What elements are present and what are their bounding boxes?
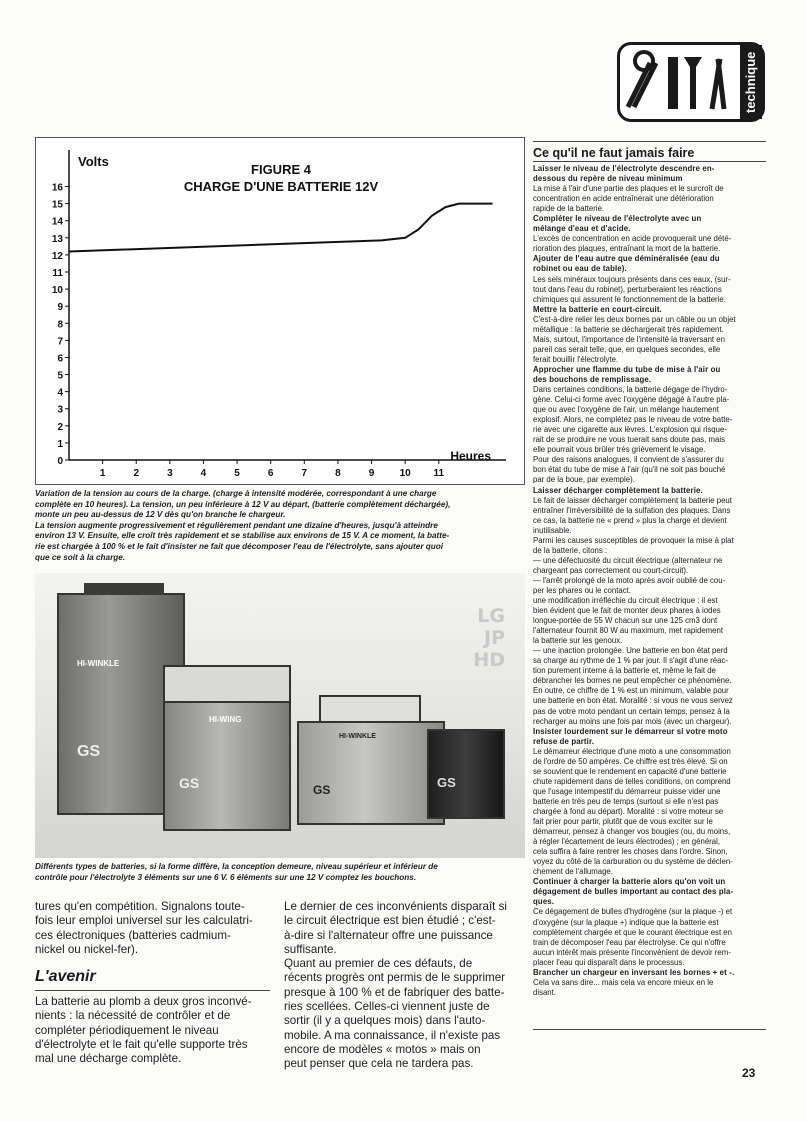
chart-title: FIGURE 4 (251, 162, 311, 177)
x-tick-label: 8 (335, 468, 341, 479)
caption-line: environ 13 V. Ensuite, elle croît très rapidement et se stabilise aux environs de 15 V. A ce moment, la batte- (35, 531, 450, 541)
text-line: une modification irréfléchie du circuit électrique : il est (533, 596, 718, 606)
text-line: le circuit électrique est bien étudié ; c'est- (284, 914, 496, 928)
text-line: rait de se produire ne vous tuerait sans doute pas, mais (533, 435, 725, 445)
caption-line: contrôle pour l'électrolyte 3 éléments sur une 6 V. 6 éléments sur une 12 V comptez les bouchons. (35, 872, 417, 882)
text-line: — une défectuosité du circuit électrique (alternateur ne (533, 555, 723, 565)
text-line: par de la boue, par exemple). (533, 475, 635, 485)
rule-heading: Mettre la batterie en court-circuit. (533, 304, 662, 314)
text-line: nients : la nécessité de contrôler et de (35, 1009, 231, 1023)
text-line: Ce dégagement de bulles d'hydrogène (sur la plaque -) et (533, 907, 733, 917)
text-line: rapide de la batterie. (533, 204, 605, 214)
y-tick-label: 2 (57, 421, 63, 433)
batteries-photo (35, 573, 525, 858)
rule-heading: dégagement de bulles important au contact des pla- (533, 887, 734, 897)
x-tick-label: 6 (267, 468, 274, 479)
text-line: chimiques qui assurent le fonctionnement de la batterie. (533, 294, 726, 304)
caption-line: monte un peu au-dessus de 12 V dès qu'on branche le chargeur. (35, 510, 286, 520)
text-line: train de décomposer l'eau par électrolyse. Ce qui n'offre (533, 937, 726, 947)
rule-heading: refuse de partir. (533, 736, 595, 746)
text-line: rioration des plaques, entraînant la mort de la batterie. (533, 244, 721, 254)
battery-small (427, 729, 505, 819)
caption-line: Différents types de batteries, si la forme diffère, la conception demeure, niveau supérieur et inférieur de (35, 862, 438, 871)
text-line: tout dans l'eau du robinet), perturberaient les réactions (533, 284, 722, 294)
text-line: inutilisable. (533, 525, 572, 535)
rule-heading: Approcher une flamme du tube de mise à l'air ou (533, 364, 721, 374)
tools-icon (620, 45, 740, 119)
right-column-body (533, 164, 765, 998)
right-column-bottom-rule (533, 1029, 766, 1030)
text-line: rie avec une cigarette aux lèvres. L'explosion qui risque- (533, 425, 727, 435)
y-tick-label: 6 (57, 353, 63, 365)
rule-heading: ques. (533, 897, 555, 907)
text-line: Pour des raisons analogues, il convient de s'assurer du (533, 455, 724, 465)
chart-svg (36, 138, 526, 486)
text-line: débrancher les bornes ne peut empêcher ce phénomène. (533, 676, 732, 686)
text-line: une batterie en bon état. Moralité : si vous ne vous servez (533, 696, 733, 706)
text-line: à-dire si l'alternateur offre une puissance (284, 928, 493, 942)
battery-label: GS (179, 775, 200, 791)
y-tick-label: 1 (57, 438, 63, 450)
watermark-line: LG (477, 605, 505, 627)
text-line: voyez du côté de la carburation ou du système de déclen- (533, 857, 733, 867)
rule-heading: Insister lourdement sur le démarreur si votre moto (533, 726, 728, 736)
text-line: d'oxygène (sur la plaque +) indique que la batterie est (533, 917, 719, 927)
text-line: ces électroniques (batteries cadmium- (35, 928, 231, 942)
text-line: démarreur, pensez à changer vos bougies (ou, du moins, (533, 827, 731, 837)
text-line: La batterie au plomb a deux gros inconvé- (35, 995, 252, 1008)
text-line: ferait bouillir l'électrolyte. (533, 354, 619, 364)
rule-heading: Compléter le niveau de l'électrolyte avec un (533, 214, 702, 224)
y-tick-label: 3 (57, 404, 63, 416)
x-tick-label: 11 (433, 468, 445, 479)
text-line: que l'usage intempestif du démarreur puisse vider une (533, 786, 721, 796)
text-line: elle pourrait vous brûler très grièvement le visage. (533, 445, 706, 455)
text-line: fait prier pour partir, plutôt que de vous exciter sur le (533, 817, 713, 827)
text-line: Mais, surtout, l'importance de l'intensité la traversant en (533, 334, 725, 344)
rule-heading: Laisser le niveau de l'électrolyte descendre en- (533, 164, 715, 173)
middle-column (284, 900, 525, 1072)
section-heading: L'avenir (35, 968, 96, 985)
text-line: bien évident que le fait de monter deux phares à iodes (533, 606, 721, 616)
left-column-body (35, 995, 270, 1066)
figure-caption (35, 489, 525, 563)
text-line: Les sels minéraux toujours présents dans ces eaux, (sur- (533, 274, 731, 284)
text-line: se souvient que le rendement en capacité d'une batterie (533, 766, 727, 776)
chart-subtitle: CHARGE D'UNE BATTERIE 12V (183, 179, 379, 194)
watermark-line: JP (484, 627, 505, 649)
text-line: gène. Celui-ci forme avec l'oxygène dégagé à l'autre pla- (533, 395, 730, 405)
caption-line: La tension augmente progressivement et régulièrement pendant une dizaine d'heures, jusqu'à atteindre (35, 520, 438, 530)
text-line: à régler l'écartement de leurs électrodes) ; en général, (533, 837, 720, 847)
text-line: mobile. A ma connaissance, il n'existe pas (284, 1028, 501, 1042)
watermark-line: HD (473, 649, 505, 671)
text-line: mal une décharge complète. (35, 1052, 182, 1066)
caption-line: que ce soit à la charge. (35, 552, 126, 562)
text-line: sa charge au rythme de 1 % par jour. Il s'agit d'une réac- (533, 656, 728, 666)
x-tick-label: 10 (399, 468, 411, 479)
text-line: récents progrès ont permis de le supprimer (284, 971, 506, 985)
text-line: encore de modèles « motos » mais on (284, 1042, 481, 1056)
caption-line: complète en 10 heures). La tension, un peu inférieure à 12 V au départ, (batterie complètement déchargée), (35, 499, 451, 509)
y-tick-label: 0 (57, 456, 63, 467)
text-line: Cela va sans dire... mais cela va encore mieux en le (533, 977, 714, 987)
text-line: peut penser que cela ne tardera pas. (284, 1057, 474, 1071)
y-tick-label: 8 (57, 319, 63, 331)
battery-medium (163, 665, 291, 831)
x-tick-label: 2 (133, 468, 140, 479)
y-tick-label: 10 (51, 285, 63, 297)
x-tick-label: 3 (167, 468, 173, 479)
voltage-line (69, 204, 493, 252)
text-line: Le dernier de ces inconvénients disparaît si (284, 900, 507, 913)
text-line: chement de l'allumage. (533, 867, 613, 877)
logo-word: technique (740, 45, 762, 119)
text-line: Le fait de laisser décharger complètement la batterie peut (533, 495, 732, 505)
text-line: tures qu'en compétition. Signalons toute- (35, 900, 245, 913)
text-line: complètement chargée et que le courant électrique est en (533, 927, 732, 937)
text-line: métallique : la batterie se déchargerait très rapidement. (533, 324, 724, 334)
text-line: fois leur emploi universel sur les calculatri- (35, 914, 253, 928)
y-tick-label: 11 (52, 268, 63, 279)
text-line: En outre, ce chiffre de 1 % est un minimum, valable pour (533, 686, 729, 696)
rule-heading: robinet ou eau de table). (533, 264, 627, 274)
technique-logo (617, 42, 765, 122)
left-column-intro (35, 900, 270, 957)
rule-heading: Laisser décharger complètement la batterie. (533, 485, 703, 495)
y-tick-label: 5 (57, 370, 63, 382)
text-line: batterie en très peu de temps (surtout si elle n'est pas (533, 796, 719, 806)
text-line: — une inaction prolongée. Une batterie en bon état perd (533, 646, 728, 656)
text-line: concentration en acide entraînerait une détérioration (533, 194, 714, 204)
text-line: Quant au premier de ces défauts, de (284, 957, 473, 971)
text-line: chargée à fond au départ). Moralité : si votre moteur se (533, 807, 724, 816)
text-line: d'électrolyte et le fait qu'elle supporte très (35, 1037, 248, 1051)
text-line: que ou avec l'oxygène de l'air, un mélange hautement (533, 405, 719, 415)
battery-flat (297, 721, 445, 825)
y-tick-label: 9 (57, 302, 63, 314)
text-line: sortir (il y a quelques mois) dans l'auto- (284, 1014, 486, 1028)
text-line: compléter périodiquement le niveau (35, 1023, 219, 1037)
charge-chart (35, 137, 525, 485)
rule-heading: mélange d'eau et d'acide. (533, 224, 631, 234)
x-axis-label: Heures (450, 449, 491, 463)
text-line: suffisante. (284, 942, 337, 956)
text-line: presque à 100 % et de fabriquer des batte- (284, 985, 505, 999)
rule-heading: Ajouter de l'eau autre que déminéralisée (eau du (533, 254, 720, 264)
text-line: bon état du tube de mise à l'air (qu'il ne soit pas bouché (533, 465, 726, 475)
right-column-heading-rule (533, 161, 766, 162)
text-line: — l'arrêt prolongé de la moto après avoir oublié de cou- (533, 575, 726, 585)
text-line: pareil cas serait telle, que, en quelques secondes, elle (533, 344, 721, 354)
text-line: La mise à l'air d'une partie des plaques et le surcroît de (533, 184, 724, 194)
battery-label: HI-WINKLE (339, 733, 376, 740)
heading-rule (35, 990, 270, 991)
text-line: de l'ordre de 50 ampères. Ce chiffre est très élevé. Si on (533, 756, 728, 766)
right-column-top-rule (533, 141, 766, 142)
text-line: entraîner l'irréversibilité de la sulfation des plaques. Dans (533, 505, 731, 515)
battery-label: HI-WINKLE (77, 659, 120, 668)
y-tick-label: 4 (57, 387, 63, 399)
caption-line: Variation de la tension au cours de la charge. (charge à intensité modérée, correspondant à une charge (35, 489, 437, 498)
text-line: per les phares ou le contact. (533, 585, 631, 595)
text-line: ce cas, la batterie ne « prend » plus la charge et devient (533, 515, 727, 525)
page-number: 23 (742, 1066, 756, 1080)
text-line: aucun intérêt mais présente l'inconvénient de devoir rem- (533, 947, 731, 957)
text-line: disant. (533, 987, 556, 997)
y-tick-label: 12 (51, 250, 63, 262)
x-tick-label: 4 (200, 468, 207, 479)
y-tick-label: 14 (51, 216, 63, 228)
text-line: explosif. Alors, ne complétez pas le niveau de votre batte- (533, 415, 733, 425)
text-line: nickel ou nickel-fer). (35, 942, 139, 956)
text-line: de la batterie, citons : (533, 545, 608, 555)
x-tick-label: 1 (99, 468, 106, 479)
text-line: Le démarreur électrique d'une moto a une consommation (533, 746, 731, 756)
text-line: chute rapidement dans de telles conditions, on comprend (533, 776, 731, 786)
y-tick-label: 13 (51, 233, 63, 245)
y-tick-label: 16 (51, 182, 63, 194)
text-line: C'est-à-dire relier les deux bornes par un câble ou un objet (533, 314, 736, 324)
rule-heading: Brancher un chargeur en inversant les bornes + et -. (533, 967, 735, 977)
rule-heading: des bouchons de remplissage. (533, 374, 652, 384)
text-line: longue-portée de 55 W chacun sur une 125 cm3 dont (533, 616, 718, 626)
y-tick-label: 15 (51, 199, 63, 211)
right-column-heading: Ce qu'il ne faut jamais faire (533, 146, 695, 160)
x-tick-label: 7 (301, 468, 308, 479)
y-axis-label: Volts (78, 154, 109, 169)
text-line: tion purement interne à la batterie et, même le fait de (533, 666, 716, 676)
text-line: cela suffira à faire rentrer les choses dans l'ordre. Sinon, (533, 847, 728, 857)
caption-line: rie est chargée à 100 % et le fait d'insister ne fait que décomposer l'eau de l'électrolyte, sans ajouter quoi (35, 541, 444, 551)
x-tick-label: 9 (368, 468, 375, 479)
text-line: Dans certaines conditions, la batterie dégage de l'hydro- (533, 385, 728, 395)
text-line: placer l'eau qui disparaît dans le processus. (533, 957, 685, 967)
text-line: Parmi les causes susceptibles de provoquer la mise à plat (533, 535, 734, 545)
y-tick-label: 7 (57, 336, 63, 348)
rule-heading: dessous du repère de niveau minimum (533, 174, 683, 184)
battery-label: GS (437, 775, 456, 790)
text-line: l'alternateur fournit 80 W au maximum, met rapidement (533, 626, 723, 636)
text-line: recharger au moins une fois par mois (avec un chargeur). (533, 716, 732, 726)
text-line: L'excès de concentration en acide provoquerait une dété- (533, 234, 732, 244)
battery-label: HI-WING (209, 715, 242, 724)
rule-heading: Continuer à charger la batterie alors qu'on voit un (533, 877, 726, 887)
text-line: ries scellées. Celles-ci viennent juste de (284, 1000, 490, 1014)
x-tick-label: 5 (234, 468, 240, 479)
text-line: la batterie sur les genoux. (533, 636, 623, 646)
text-line: chargeant pas correctement ou court-circuit). (533, 565, 689, 575)
photo-caption (35, 862, 525, 883)
text-line: pas de votre moto pendant un certain temps, pensez à la (533, 706, 730, 716)
watermark (427, 605, 505, 677)
battery-label: GS (313, 783, 331, 797)
battery-label: GS (77, 743, 101, 760)
